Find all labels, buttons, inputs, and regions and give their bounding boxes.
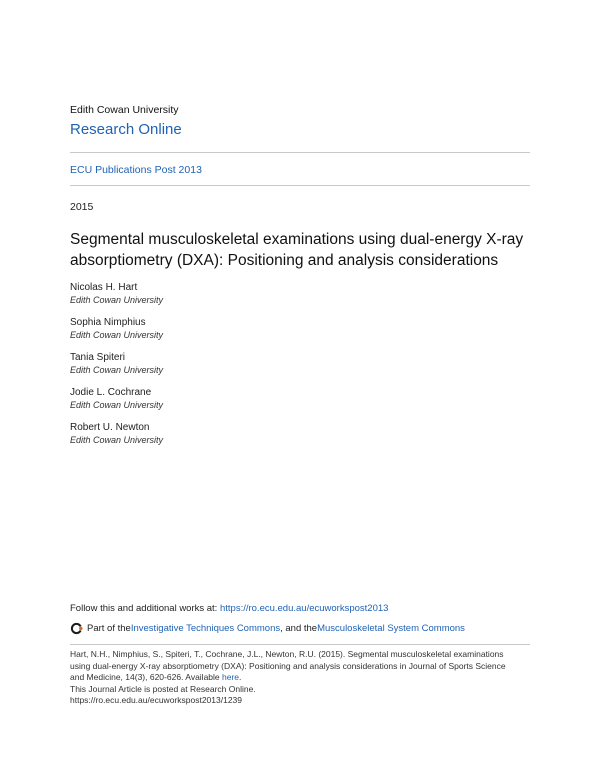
investigative-techniques-commons-link[interactable]: Investigative Techniques Commons: [130, 623, 281, 634]
citation-divider: [70, 644, 530, 645]
author-entry: [70, 351, 470, 386]
publication-year: 2015: [70, 201, 94, 213]
title-line-2: absorptiometry (DXA): Positioning and analysis considerations: [70, 252, 499, 269]
author-name: Robert U. Newton: [70, 422, 150, 433]
author-entry: [70, 421, 470, 456]
citation-line-3: [70, 672, 532, 684]
author-entry: [70, 316, 470, 351]
follow-prefix: Follow this and additional works at:: [70, 603, 220, 614]
article-title: [70, 229, 540, 271]
citation-line-4: This Journal Article is posted at Research Online.: [70, 683, 256, 694]
part-of-line: [70, 622, 465, 635]
collection-url-link[interactable]: https://ro.ecu.edu.au/ecuworkspost2013: [219, 603, 389, 614]
author-entry: [70, 281, 470, 316]
part-of-prefix: Part of the: [87, 623, 131, 634]
author-affiliation: Edith Cowan University: [70, 330, 164, 340]
commons-network-icon: [70, 622, 83, 635]
author-entry: [70, 386, 470, 421]
author-name: Sophia Nimphius: [70, 317, 146, 328]
musculoskeletal-system-commons-link[interactable]: Musculoskeletal System Commons: [317, 623, 465, 634]
title-line-1: Segmental musculoskeletal examinations using dual-energy X-ray: [70, 231, 524, 248]
research-online-link[interactable]: Research Online: [70, 121, 182, 138]
available-here-link[interactable]: here: [222, 672, 240, 682]
citation-line-2: using dual-energy X-ray absorptiometry (DXA): Positioning and analysis considerations in Journal of Sports Science: [70, 660, 506, 671]
author-affiliation: Edith Cowan University: [70, 295, 164, 305]
author-affiliation: Edith Cowan University: [70, 365, 164, 375]
header-divider-bottom: [70, 185, 530, 186]
citation-block: [70, 649, 532, 707]
citation-line-5: https://ro.ecu.edu.au/ecuworkspost2013/1239: [70, 695, 243, 705]
header-divider-top: [70, 152, 530, 153]
citation-line-3-suffix: .: [239, 672, 242, 682]
author-name: Jodie L. Cochrane: [70, 387, 152, 398]
citation-line-3-prefix: and Medicine, 14(3), 620-626. Available: [70, 672, 222, 682]
series-link[interactable]: ECU Publications Post 2013: [70, 164, 202, 176]
citation-line-1: Hart, N.H., Nimphius, S., Spiteri, T., Cochrane, J.L., Newton, R.U. (2015). Segmental musculoskeletal examinations: [70, 649, 504, 659]
institution-name: Edith Cowan University: [70, 104, 179, 116]
author-name: Tania Spiteri: [70, 352, 126, 363]
follow-line: [70, 603, 388, 614]
author-list: [70, 281, 470, 456]
part-of-middle: , and the: [280, 623, 318, 634]
author-affiliation: Edith Cowan University: [70, 435, 164, 445]
author-affiliation: Edith Cowan University: [70, 400, 164, 410]
author-name: Nicolas H. Hart: [70, 282, 138, 293]
